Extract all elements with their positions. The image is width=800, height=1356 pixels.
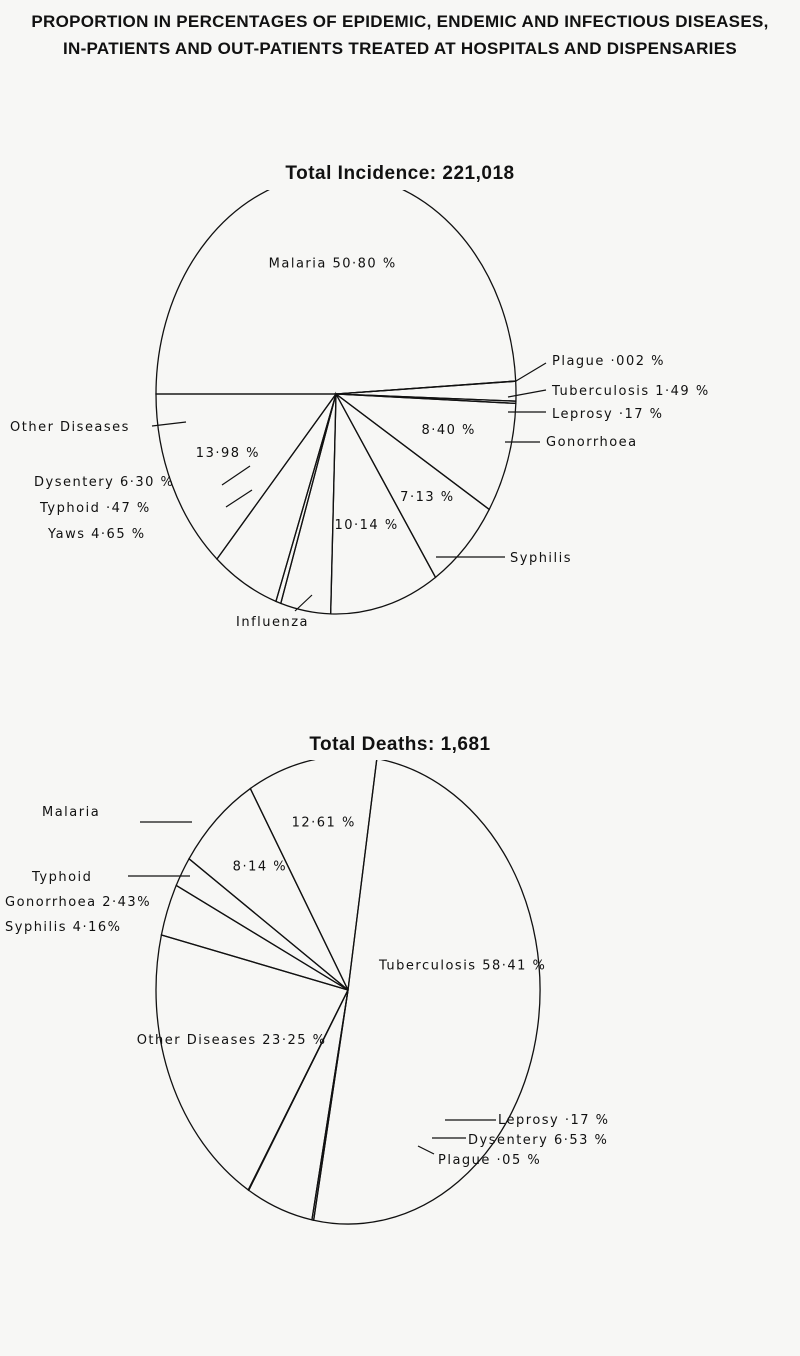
callout-leprosy: Leprosy ·17 % xyxy=(498,1113,610,1128)
slice-label-tuberculosis: Tuberculosis 58·41 % xyxy=(378,958,547,974)
incidence-pie-slices xyxy=(156,190,516,614)
slice-malaria xyxy=(156,190,516,394)
slice-label-malaria: Malaria 50·80 % xyxy=(268,256,397,272)
callout-other-diseases: Other Diseases xyxy=(10,420,130,435)
callout-dysentery: Dysentery 6·53 % xyxy=(468,1133,609,1148)
callout-syphilis: Syphilis 4·16% xyxy=(5,920,122,935)
callout-typhoid: Typhoid ·47 % xyxy=(40,501,151,516)
slice-label-other-diseases: 13·98 % xyxy=(195,446,261,462)
callout-plague: Plague ·002 % xyxy=(552,354,665,369)
callout-dysentery: Dysentery 6·30 % xyxy=(34,475,175,490)
deaths-callouts xyxy=(128,822,496,1154)
slice-malaria xyxy=(250,760,377,990)
slice-dysentery xyxy=(249,990,348,1220)
callout-influenza: Influenza xyxy=(236,615,310,630)
slice-label-syphilis: 7·13 % xyxy=(400,490,455,505)
slice-other-diseases xyxy=(156,394,336,559)
incidence-chart-title: Total Incidence: 221,018 xyxy=(285,163,515,184)
deaths-chart-title: Total Deaths: 1,681 xyxy=(309,734,491,755)
callout-tuberculosis: Tuberculosis 1·49 % xyxy=(552,384,710,399)
typhoid-arrow xyxy=(226,490,252,507)
slice-label-influenza: 10·14 % xyxy=(334,518,399,534)
callout-gonorrhoea: Gonorrhoea xyxy=(546,435,638,450)
callout-yaws: Yaws 4·65 % xyxy=(48,527,146,542)
slice-gonorrhoea xyxy=(176,859,348,990)
plague-arrow xyxy=(418,1146,434,1154)
callout-syphilis: Syphilis xyxy=(510,551,573,566)
tuberculosis-arrow xyxy=(508,390,546,397)
slice-label-typhoid: 8·14 % xyxy=(232,859,288,875)
deaths-pie-chart xyxy=(0,760,800,1270)
page-title: PROPORTION IN PERCENTAGES OF EPIDEMIC, ENDEMIC AND INFECTIOUS DISEASES, IN-PATIENTS AND OUT-PATIENTS TREATED AT HOSPITALS AND DISPENSARIES xyxy=(31,12,769,58)
plague-arrow xyxy=(516,363,546,381)
influenza-arrow xyxy=(295,595,312,611)
slice-syphilis xyxy=(336,394,489,577)
slice-dysentery xyxy=(217,394,336,601)
slice-label-other-diseases: Other Diseases 23·25 % xyxy=(136,1032,327,1048)
incidence-pie-chart xyxy=(0,190,800,660)
slice-label-gonorrhoea: 8·40 % xyxy=(421,423,476,438)
dysentery-arrow xyxy=(222,466,250,485)
callout-plague: Plague ·05 % xyxy=(438,1153,542,1168)
callout-leprosy: Leprosy ·17 % xyxy=(552,407,664,422)
slice-syphilis xyxy=(161,885,348,990)
slice-label-malaria: 12·61 % xyxy=(291,815,356,831)
callout-gonorrhoea: Gonorrhoea 2·43% xyxy=(5,895,152,910)
callout-malaria: Malaria xyxy=(42,805,101,820)
callout-typhoid: Typhoid xyxy=(32,870,93,885)
deaths-slice-labels xyxy=(137,816,547,1048)
